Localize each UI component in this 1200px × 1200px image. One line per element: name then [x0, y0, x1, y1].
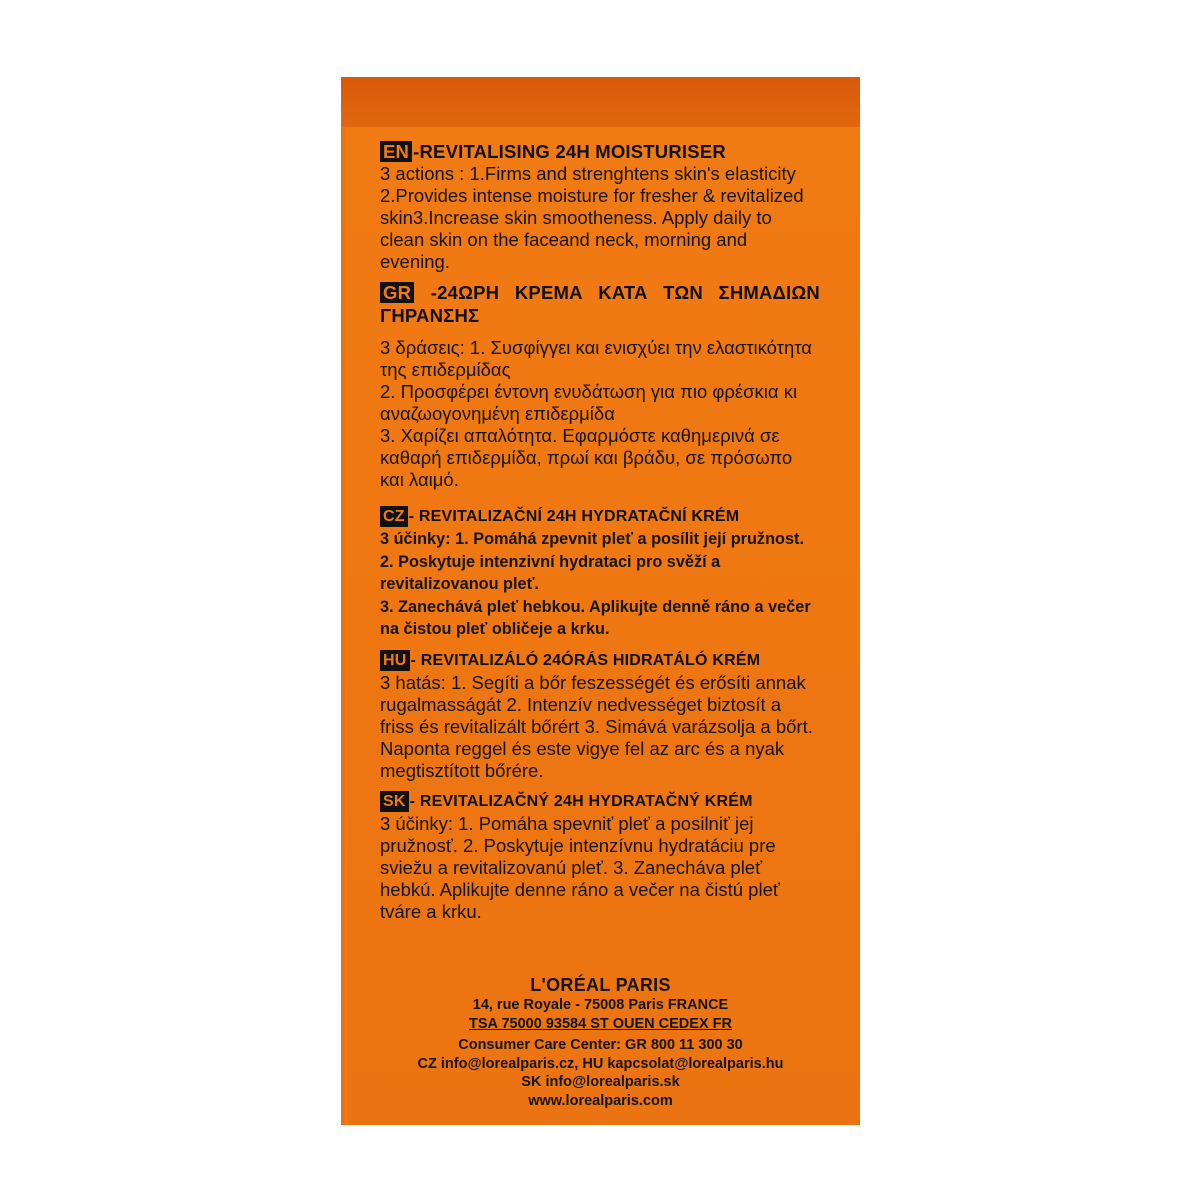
section-hu-title: - REVITALIZÁLÓ 24ÓRÁS HIDRATÁLÓ KRÉM [410, 651, 761, 669]
section-hu-body: 3 hatás: 1. Segíti a bőr feszességét és erősíti annak rugalmasságát 2. Intenzív nedvességet biztosít a friss és revitalizált bőrért 3. Simává varázsolja a bőrt. Naponta reggel és este vigye fel az arc és a nyak megtisztított bőrére. [380, 671, 813, 781]
section-en-title: -REVITALISING 24H MOISTURISER [413, 141, 726, 162]
language-code-hu: HU [380, 650, 410, 671]
tsa-address: TSA 75000 93584 ST OUEN CEDEX FR [469, 1015, 732, 1032]
language-code-sk: SK [380, 791, 409, 812]
section-sk-body: 3 účinky: 1. Pomáha spevniť pleť a posilniť jej pružnosť. 2. Poskytuje intenzívnu hydratáciu pre sviežu a revitalizovanú pleť. 3. Zanecháva pleť hebkú. Aplikujte denne ráno a večer na čistú pleť tváre a krku. [380, 812, 780, 922]
section-gr-body-line-1: 3 δράσεις: 1. Συσφίγγει και ενισχύει την ελαστικότητα της επιδερμίδας [380, 337, 813, 380]
product-box-side-panel [341, 77, 860, 1125]
section-gr-heading [380, 281, 820, 327]
language-code-cz: CZ [380, 506, 408, 527]
section-hu [380, 649, 820, 782]
section-cz [380, 505, 820, 641]
contact-sk: SK info@lorealparis.sk [521, 1074, 680, 1090]
section-en-body: 3 actions : 1.Firms and strenghtens skin's elasticity 2.Provides intense moisture for fresher & revitalized skin3.Increase skin smootheness. Apply daily to clean skin on the faceand neck, morning and evening. [380, 163, 804, 272]
section-sk-heading [380, 790, 820, 813]
section-en [380, 140, 820, 273]
box-top-flap [341, 77, 860, 127]
section-gr-body-line-2: 2. Προσφέρει έντονη ενυδάτωση για πιο φρέσκια κι αναζωογονημένη επιδερμίδα [380, 381, 798, 424]
section-cz-heading [380, 505, 820, 528]
section-sk-title: - REVITALIZAČNÝ 24H HYDRATAČNÝ KRÉM [409, 792, 753, 810]
section-cz-title: - REVITALIZAČNÍ 24H HYDRATAČNÍ KRÉM [408, 508, 740, 525]
language-code-gr: GR [380, 282, 414, 303]
manufacturer-address: 14, rue Royale - 75008 Paris FRANCE [472, 997, 729, 1013]
language-code-en: EN [380, 141, 412, 162]
section-gr [380, 281, 820, 491]
section-hu-heading [380, 649, 820, 672]
brand-name: L'ORÉAL PARIS [530, 975, 671, 995]
section-gr-title: -24ΩΡΗ ΚΡΕΜΑ ΚΑΤΑ ΤΩΝ ΣΗΜΑΔΙΩΝ ΓΗΡΑΝΣΗΣ [380, 282, 820, 326]
contact-cz-hu: CZ info@lorealparis.cz, HU kapcsolat@lorealparis.hu [417, 1055, 784, 1072]
section-cz-body-line-2: 3. Zanechává pleť hebkou. Aplikujte denně ráno a večer na čistou pleť obličeje a krku. [380, 597, 811, 638]
ingredients-text-block [380, 140, 820, 931]
manufacturer-footer [341, 974, 860, 1110]
section-cz-body-line-1: 3 účinky: 1. Pomáhá zpevnit pleť a posílit její pružnost. 2. Poskytuje intenzivní hydrataci pro svěží a revitalizovanou pleť. [380, 530, 804, 593]
consumer-care-line: Consumer Care Center: GR 800 11 300 30 [458, 1037, 743, 1053]
section-en-heading [380, 140, 820, 163]
website-link: www.lorealparis.com [528, 1092, 673, 1109]
section-gr-body-line-3: 3. Χαρίζει απαλότητα. Εφαρμόστε καθημερινά σε καθαρή επιδερμίδα, πρωί και βράδυ, σε πρόσωπο και λαιμό. [380, 425, 793, 490]
section-sk [380, 790, 820, 923]
